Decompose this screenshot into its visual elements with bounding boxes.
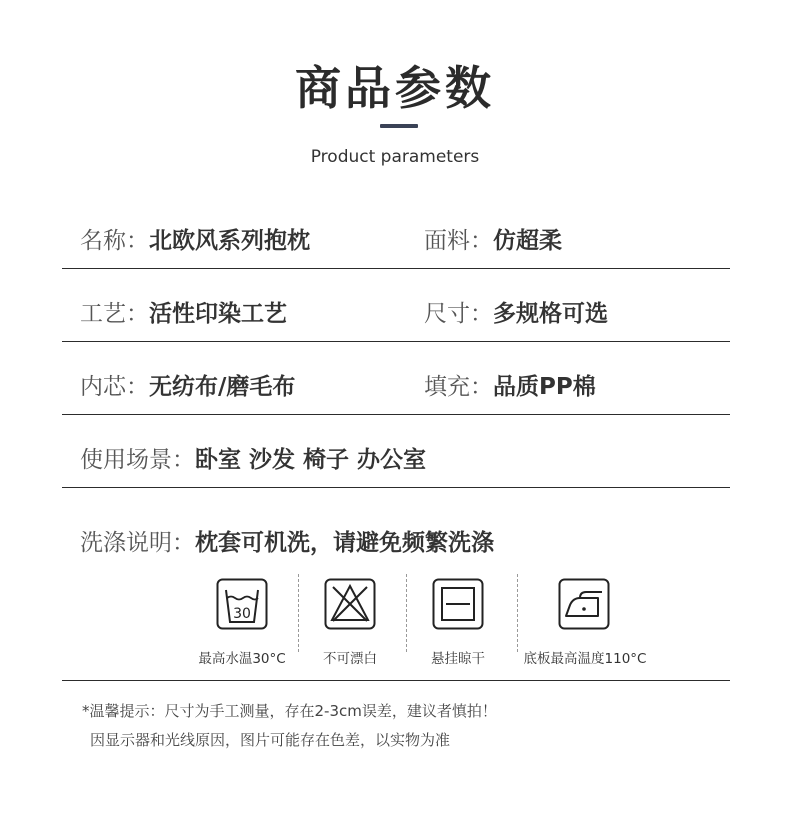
param-row-1 [62, 196, 730, 269]
note-line-2: 因显示器和光线原因，图片可能存在色差，以实物为准 [90, 731, 451, 749]
icon-separator [298, 574, 299, 652]
page-subtitle: Product parameters [310, 147, 480, 167]
page-title: 商品参数 [295, 61, 495, 115]
param-row-2 [62, 269, 730, 342]
param-size: 尺寸：多规格可选 [424, 301, 608, 327]
param-name: 名称：北欧风系列抱枕 [80, 228, 310, 254]
param-usage: 使用场景：卧室 沙发 椅子 办公室 [80, 447, 427, 473]
icon-label-bleach: 不可漂白 [323, 651, 377, 667]
icon-separator [406, 574, 407, 652]
care-instruction: 洗涤说明：枕套可机洗，请避免频繁洗涤 [80, 530, 494, 556]
no-bleach-icon [324, 578, 376, 630]
icon-separator [517, 574, 518, 652]
icon-label-wash: 最高水温30°C [198, 651, 286, 667]
iron-icon [558, 578, 610, 630]
line-dry-icon [432, 578, 484, 630]
param-craft: 工艺：活性印染工艺 [80, 301, 287, 327]
title-underline [380, 124, 418, 128]
param-row-3 [62, 342, 730, 415]
param-core: 内芯：无纺布/磨毛布 [80, 374, 296, 400]
icon-label-dry: 悬挂晾干 [431, 651, 485, 667]
param-filling: 填充：品质PP棉 [424, 374, 596, 400]
param-fabric: 面料：仿超柔 [424, 228, 562, 254]
note-line-1: *温馨提示：尺寸为手工测量，存在2-3cm误差，建议者慎拍！ [82, 702, 497, 720]
icon-label-iron: 底板最高温度110°C [523, 651, 647, 667]
wash-temp-text: 30 [233, 606, 251, 622]
param-row-4 [62, 415, 730, 488]
care-section [62, 514, 730, 681]
wash-30-icon [216, 578, 268, 630]
